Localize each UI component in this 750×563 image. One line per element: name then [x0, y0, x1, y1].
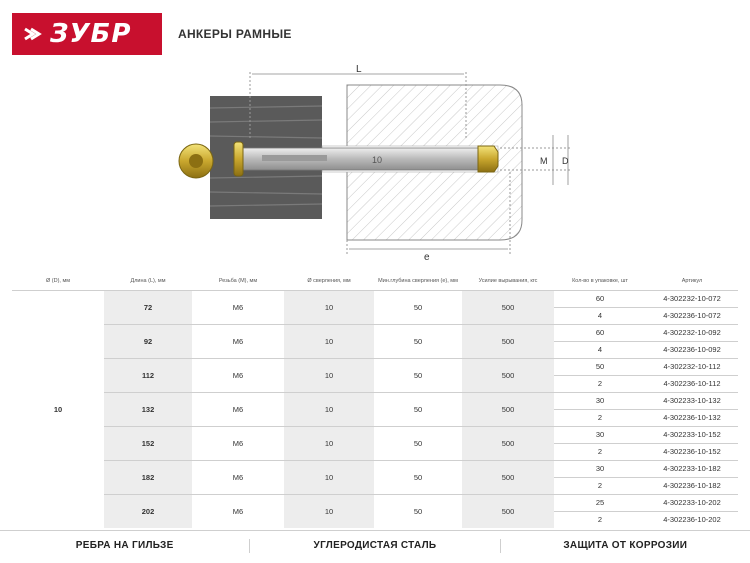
cell-thread: M6	[232, 302, 244, 312]
cell-drill: 10	[284, 460, 374, 494]
cell-depth: 50	[374, 426, 462, 460]
cell-pack: 60	[595, 294, 605, 303]
cell-thread: M6	[192, 392, 284, 426]
page-title: АНКЕРЫ РАМНЫЕ	[178, 27, 292, 41]
table-row	[12, 324, 738, 341]
cell-pack: 2	[554, 477, 646, 494]
cell-force: 500	[462, 290, 554, 324]
cell-pack: 50	[554, 358, 646, 375]
cell-thread: M6	[192, 460, 284, 494]
table-row	[12, 358, 738, 375]
cell-pack: 30	[554, 460, 646, 477]
label-L: L	[356, 64, 362, 75]
table-header-row	[12, 273, 738, 290]
cell-article: 4-302233-10-182	[646, 460, 738, 477]
cell-pack: 4	[554, 307, 646, 324]
cell-pack: 25	[554, 494, 646, 511]
table-row	[12, 460, 738, 477]
table-row	[12, 392, 738, 409]
cell-pack: 2	[554, 375, 646, 392]
cell-pack: 2	[554, 443, 646, 460]
cell-length: 202	[104, 494, 192, 528]
feature-corrosion: ЗАЩИТА ОТ КОРРОЗИИ	[563, 540, 688, 551]
cell-article: 4-302232-10-072	[663, 294, 721, 303]
cell-article: 4-302232-10-112	[646, 358, 738, 375]
cell-thread: M6	[192, 494, 284, 528]
cell-depth: 50	[374, 460, 462, 494]
cell-length: 92	[104, 324, 192, 358]
cell-depth: 50	[374, 392, 462, 426]
cell-pack: 60	[554, 324, 646, 341]
header-article: Артикул	[646, 273, 738, 290]
cell-drill: 10	[284, 494, 374, 528]
cell-pack: 4	[554, 341, 646, 358]
header-length: Длина (L), мм	[104, 273, 192, 290]
cell-article: 4-302236-10-072	[646, 307, 738, 324]
cell-pack: 2	[554, 511, 646, 528]
cell-thread: M6	[192, 426, 284, 460]
table-row	[12, 290, 738, 307]
label-e: e	[424, 252, 430, 263]
header-depth: Мин.глубина сверления (e), мм	[374, 273, 462, 290]
cell-article: 4-302233-10-152	[646, 426, 738, 443]
header-pack: Кол-во в упаковке, шт	[554, 273, 646, 290]
anchor-diagram	[0, 60, 750, 275]
header-drill: Ø сверления, мм	[284, 273, 374, 290]
cell-drill: 10	[284, 426, 374, 460]
cell-article: 4-302236-10-152	[646, 443, 738, 460]
cell-drill: 10	[284, 290, 374, 324]
cell-force: 500	[462, 426, 554, 460]
cell-article: 4-302236-10-182	[646, 477, 738, 494]
cell-length: 132	[104, 392, 192, 426]
header-force: Усилие вырывания, кгс	[462, 273, 554, 290]
cell-depth: 50	[413, 302, 423, 312]
feature-ribs: РЕБРА НА ГИЛЬЗЕ	[75, 540, 174, 551]
cell-pack: 2	[554, 409, 646, 426]
cell-pack: 30	[554, 426, 646, 443]
cell-force: 500	[462, 494, 554, 528]
table-row	[12, 426, 738, 443]
cell-article: 4-302232-10-092	[646, 324, 738, 341]
sleeve-mark: 10	[372, 155, 383, 165]
feature-footer	[0, 530, 750, 560]
cell-article: 4-302233-10-202	[646, 494, 738, 511]
cell-diameter: 10	[53, 404, 63, 414]
cell-article: 4-302236-10-112	[646, 375, 738, 392]
brand-logo	[12, 13, 162, 55]
cell-length: 72	[104, 290, 192, 324]
cell-force: 500	[462, 324, 554, 358]
brand-name: ЗУБР	[50, 19, 132, 49]
specs-table	[12, 273, 738, 528]
cell-thread: M6	[192, 358, 284, 392]
cell-depth: 50	[374, 324, 462, 358]
cell-pack: 30	[554, 392, 646, 409]
cell-article: 4-302233-10-132	[646, 392, 738, 409]
cell-drill: 10	[284, 324, 374, 358]
cell-article: 4-302236-10-092	[646, 341, 738, 358]
cell-drill: 10	[284, 392, 374, 426]
cell-drill: 10	[284, 358, 374, 392]
feature-steel: УГЛЕРОДИСТАЯ СТАЛЬ	[313, 540, 437, 551]
label-M: M	[540, 156, 548, 166]
cell-article: 4-302236-10-202	[646, 511, 738, 528]
cell-length: 112	[104, 358, 192, 392]
cell-article: 4-302236-10-132	[646, 409, 738, 426]
cell-depth: 50	[374, 358, 462, 392]
header-thread: Резьба (M), мм	[192, 273, 284, 290]
cell-force: 500	[462, 358, 554, 392]
header-diameter: Ø (D), мм	[12, 273, 104, 290]
cell-length: 152	[104, 426, 192, 460]
table-row	[12, 494, 738, 511]
cell-force: 500	[462, 460, 554, 494]
cell-depth: 50	[374, 494, 462, 528]
label-D: D	[562, 156, 569, 166]
brand-arrow-icon	[22, 23, 44, 45]
cell-length: 182	[104, 460, 192, 494]
cell-force: 500	[462, 392, 554, 426]
cell-thread: M6	[192, 324, 284, 358]
